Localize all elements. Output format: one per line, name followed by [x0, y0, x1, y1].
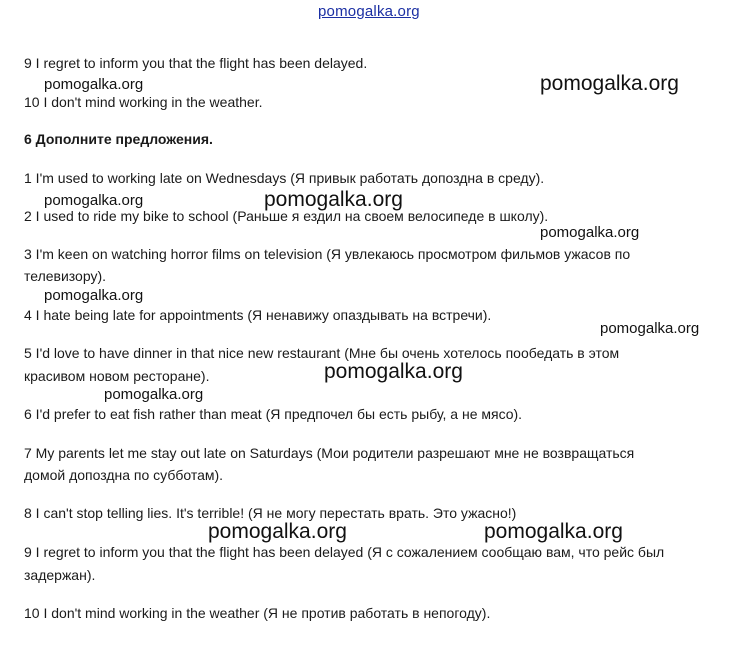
- watermark: pomogalka.org: [44, 287, 144, 304]
- watermark: pomogalka.org: [264, 188, 403, 211]
- list-item: 4 I hate being late for appointments (Я ненавижу опаздывать на встречи).: [24, 307, 492, 323]
- watermark: pomogalka.org: [44, 192, 144, 209]
- section-heading: 6 Дополните предложения.: [24, 131, 213, 147]
- watermark: pomogalka.org: [484, 520, 623, 543]
- list-item: 6 I'd prefer to eat fish rather than meat (Я предпочел бы есть рыбу, а не мясо).: [24, 406, 523, 422]
- list-item: 8 I can't stop telling lies. It's terrible! (Я не могу перестать врать. Это ужасно!): [24, 505, 517, 521]
- list-item: 2 I used to ride my bike to school (Раньше я ездил на своем велосипеде в школу).: [24, 208, 549, 224]
- watermark: pomogalka.org: [208, 520, 347, 543]
- watermark: pomogalka.org: [44, 76, 144, 93]
- list-item-continued: домой допоздна по субботам).: [24, 467, 224, 483]
- watermark-link[interactable]: pomogalka.org: [318, 3, 420, 20]
- list-item: 3 I'm keen on watching horror films on television (Я увлекаюсь просмотром фильмов ужасов по: [24, 246, 631, 262]
- list-item-continued: телевизору).: [24, 268, 107, 284]
- watermark: pomogalka.org: [104, 386, 204, 403]
- watermark: pomogalka.org: [540, 224, 640, 241]
- top-item-10: 10 I don't mind working in the weather.: [24, 94, 263, 110]
- list-item-continued: красивом новом ресторане).: [24, 368, 210, 384]
- list-item: 1 I'm used to working late on Wednesdays (Я привык работать допоздна в среду).: [24, 170, 545, 186]
- top-item-9: 9 I regret to inform you that the flight has been delayed.: [24, 55, 368, 71]
- watermark: pomogalka.org: [324, 360, 463, 383]
- watermark: pomogalka.org: [540, 72, 679, 95]
- list-item: 10 I don't mind working in the weather (Я не против работать в непогоду).: [24, 605, 491, 621]
- list-item: 9 I regret to inform you that the flight has been delayed (Я с сожалением сообщаю вам, что рейс был: [24, 544, 665, 560]
- list-item: 7 My parents let me stay out late on Saturdays (Мои родители разрешают мне не возвращаться: [24, 445, 635, 461]
- list-item-continued: задержан).: [24, 567, 96, 583]
- list-item: 5 I'd love to have dinner in that nice new restaurant (Мне бы очень хотелось пообедать в этом: [24, 345, 620, 361]
- watermark: pomogalka.org: [600, 320, 700, 337]
